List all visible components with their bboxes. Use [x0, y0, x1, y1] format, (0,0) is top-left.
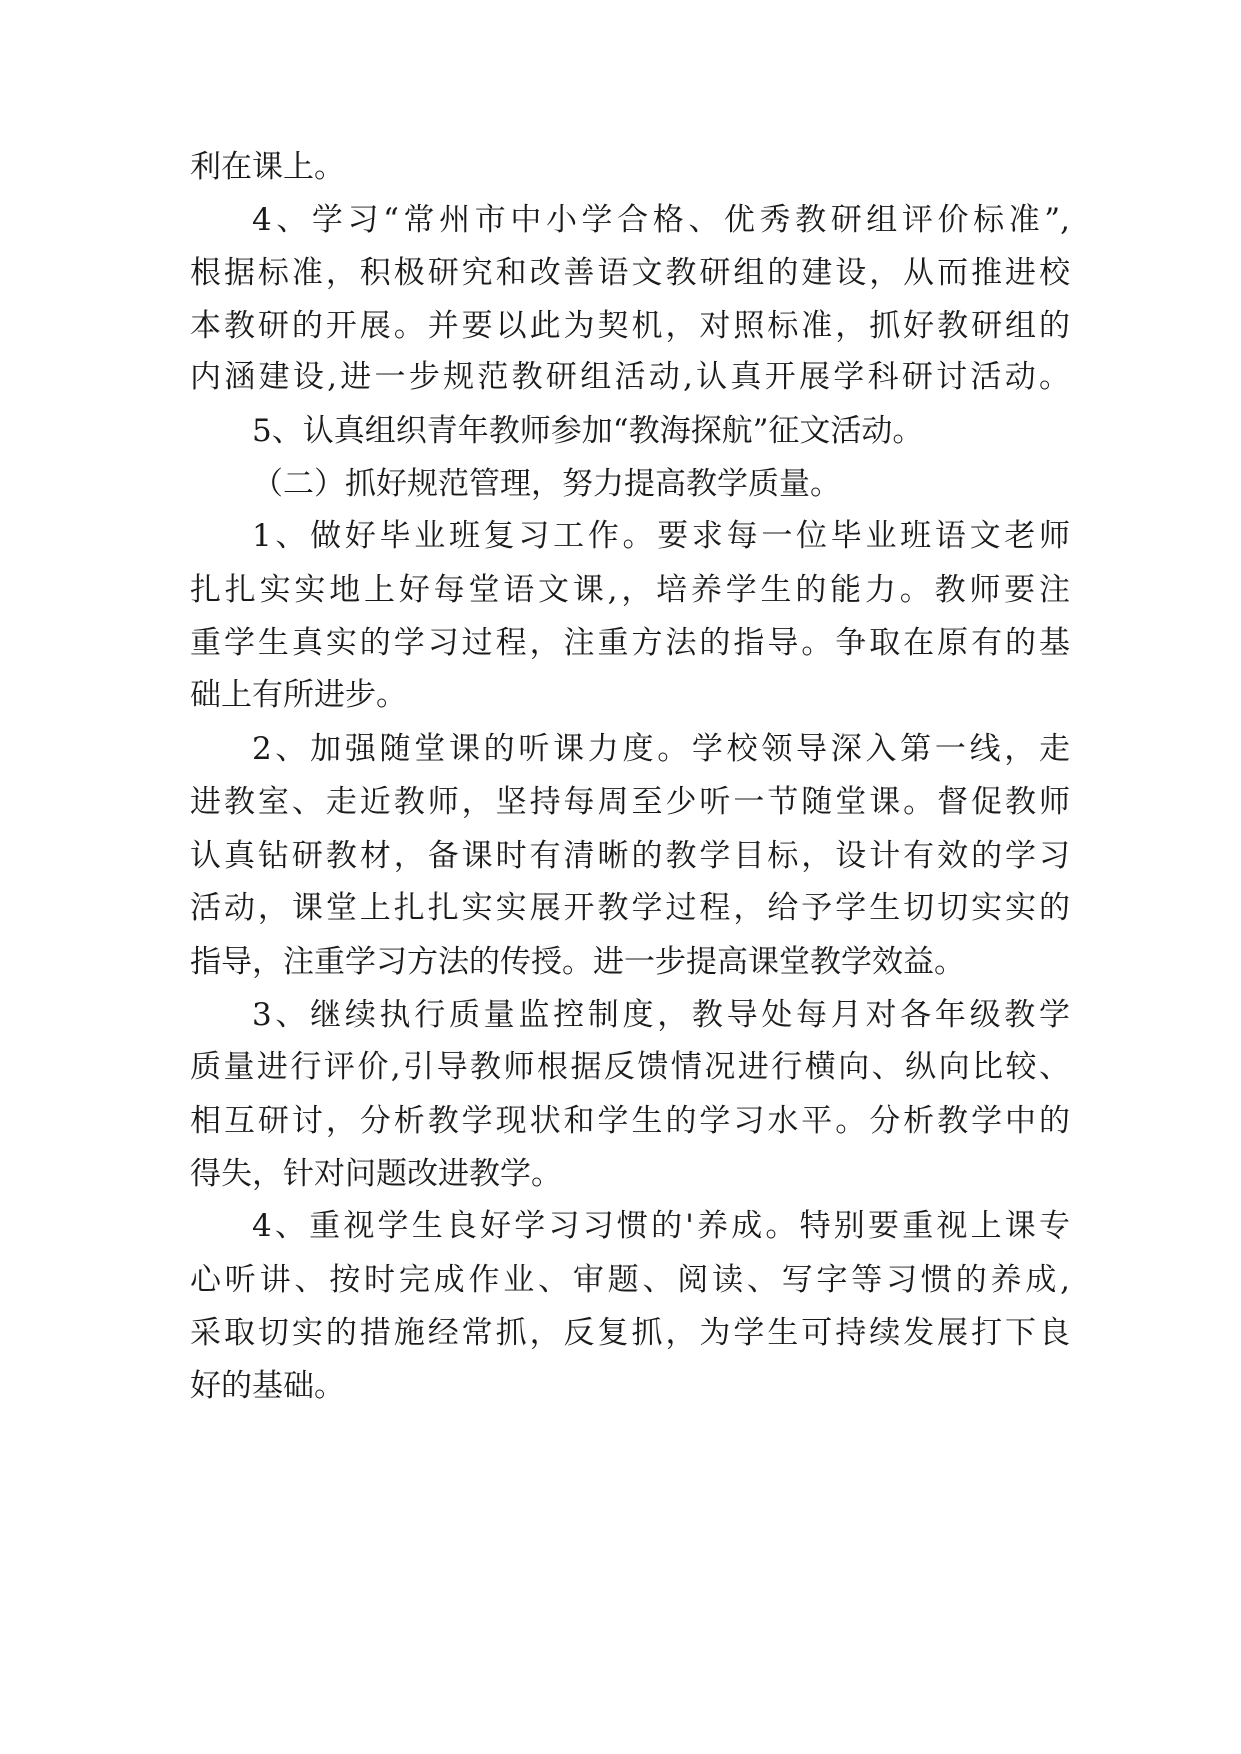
text-line: 相互研讨，分析教学现状和学生的学习水平。分析教学中的: [190, 1103, 1070, 1139]
text-line: 指导，注重学习方法的传授。进一步提高课堂教学效益。: [190, 944, 965, 980]
text-line: 础上有所进步。: [190, 677, 407, 713]
text-line: 1、做好毕业班复习工作。要求每一位毕业班语文老师: [252, 518, 1070, 554]
text-line: 采取切实的措施经常抓，反复抓，为学生可持续发展打下良: [190, 1315, 1070, 1351]
text-line: 利在课上。: [190, 149, 345, 185]
text-line: 3、继续执行质量监控制度，教导处每月对各年级教学: [252, 997, 1070, 1033]
text-line: 内涵建设,进一步规范教研组活动,认真开展学科研讨活动。: [190, 359, 1070, 395]
text-line: 扎扎实实地上好每堂语文课,，培养学生的能力。教师要注: [190, 572, 1070, 608]
section-heading: （二）抓好规范管理，努力提高教学质量。: [252, 466, 841, 502]
text-line: 本教研的开展。并要以此为契机，对照标准，抓好教研组的: [190, 308, 1070, 344]
text-line: 重学生真实的学习过程，注重方法的指导。争取在原有的基: [190, 625, 1070, 661]
text-line: 活动，课堂上扎扎实实展开教学过程，给予学生切切实实的: [190, 890, 1070, 926]
text-line: 质量进行评价,引导教师根据反馈情况进行横向、纵向比较、: [190, 1049, 1070, 1085]
text-line: 根据标准，积极研究和改善语文教研组的建设，从而推进校: [190, 255, 1070, 291]
text-line: 5、认真组织青年教师参加“教海探航”征文活动。: [252, 413, 924, 449]
text-line: 2、加强随堂课的听课力度。学校领导深入第一线，走: [252, 731, 1070, 767]
text-line: 好的基础。: [190, 1368, 345, 1404]
text-line: 4、学习“常州市中小学合格、优秀教研组评价标准”,: [252, 202, 1070, 238]
text-line: 得失，针对问题改进教学。: [190, 1156, 562, 1192]
text-line: 4、重视学生良好学习习惯的'养成。特别要重视上课专: [252, 1208, 1070, 1244]
text-line: 进教室、走近教师，坚持每周至少听一节随堂课。督促教师: [190, 784, 1070, 820]
text-line: 认真钻研教材，备课时有清晰的教学目标，设计有效的学习: [190, 838, 1070, 874]
text-line: 心听讲、按时完成作业、审题、阅读、写字等习惯的养成,: [190, 1262, 1070, 1298]
